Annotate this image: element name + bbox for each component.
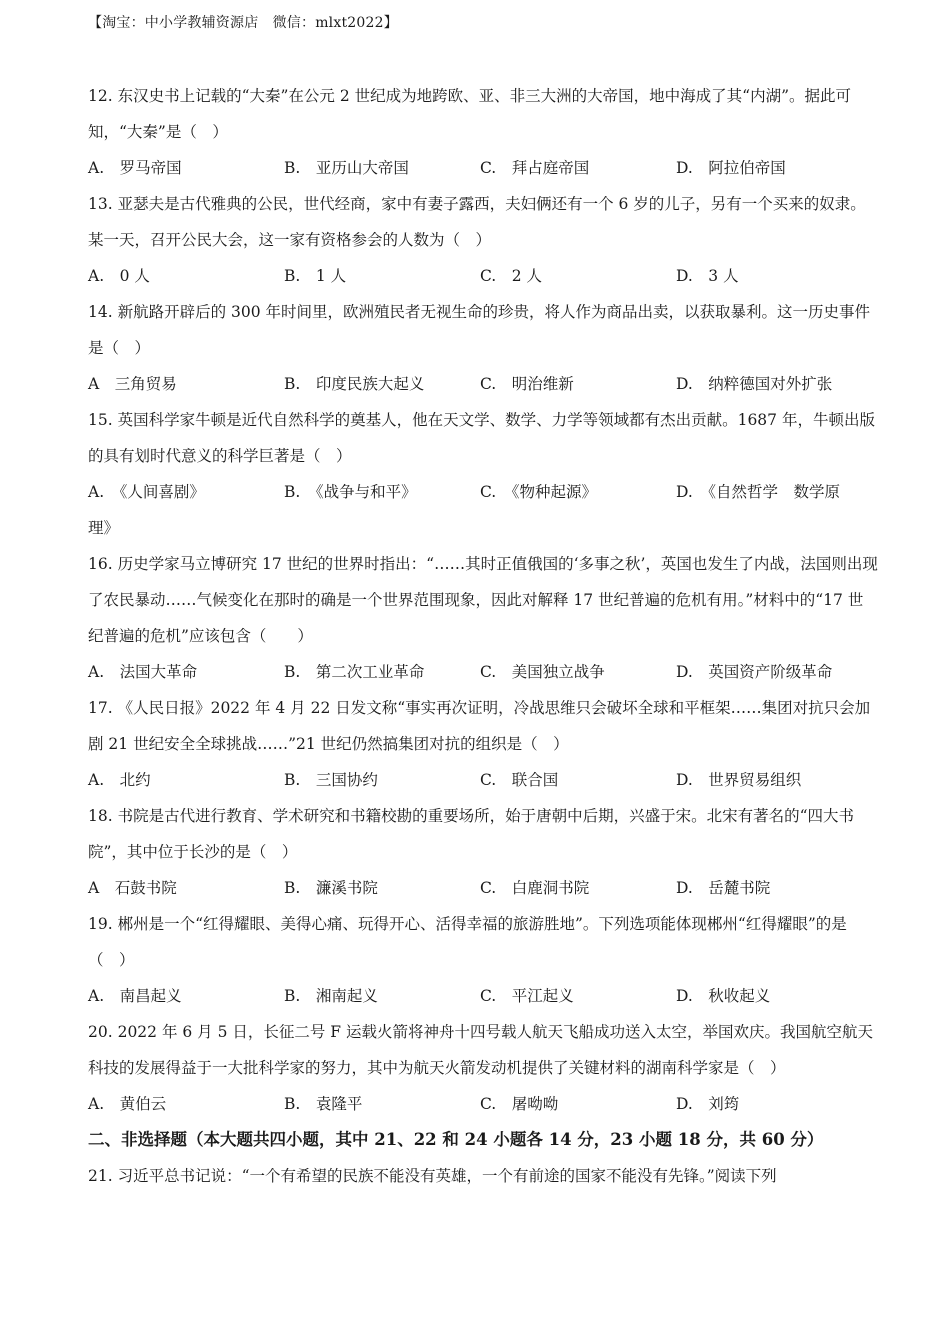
option-row <box>88 150 878 186</box>
option-d: D. 纳粹德国对外扩张 <box>676 375 833 393</box>
option-a: A. 北约 <box>88 771 151 789</box>
option-c: C. 美国独立战争 <box>480 663 605 681</box>
option-a: A 石鼓书院 <box>88 879 177 897</box>
option-a: A. 法国大革命 <box>88 663 198 681</box>
option-c: C. 屠呦呦 <box>480 1095 559 1113</box>
question-13 <box>88 186 878 294</box>
option-row <box>88 474 878 510</box>
question-17 <box>88 690 878 798</box>
question-21-stem: 21. 习近平总书记说：“一个有希望的民族不能没有英雄，一个有前途的国家不能没有先锋。”阅读下列 <box>88 1167 777 1185</box>
option-a: A. 《人间喜剧》 <box>88 483 205 501</box>
question-stem: 12. 东汉史书上记载的“大秦”在公元 2 世纪成为地跨欧、亚、非三大洲的大帝国，地中海成了其“内湖”。据此可知，“大秦”是（ ） <box>88 87 851 141</box>
question-15 <box>88 402 878 546</box>
option-c: C. 明治维新 <box>480 375 574 393</box>
option-d: D. 《自然哲学 数学原 <box>676 483 841 501</box>
question-20 <box>88 1014 878 1122</box>
option-row <box>88 978 878 1014</box>
option-b: B. 亚历山大帝国 <box>284 159 409 177</box>
question-16 <box>88 546 878 690</box>
option-d: D. 英国资产阶级革命 <box>676 663 833 681</box>
question-stem: 13. 亚瑟夫是古代雅典的公民，世代经商，家中有妻子露西，夫妇俩还有一个 6 岁的儿子，另有一个买来的奴隶。某一天，召开公民大会，这一家有资格参会的人数为（ ） <box>88 195 866 249</box>
question-stem: 14. 新航路开辟后的 300 年时间里，欧洲殖民者无视生命的珍贵，将人作为商品出卖，以获取暴利。这一历史事件是（ ） <box>88 303 871 357</box>
page-header-watermark: 【淘宝：中小学教辅资源店 微信：mlxt2022】 <box>88 15 398 31</box>
option-a: A 三角贸易 <box>88 375 177 393</box>
option-d: D. 阿拉伯帝国 <box>676 159 786 177</box>
option-d: D. 岳麓书院 <box>676 879 771 897</box>
question-stem: 18. 书院是古代进行教育、学术研究和书籍校勘的重要场所，始于唐朝中后期，兴盛于宋。北宋有著名的“四大书院”，其中位于长沙的是（ ） <box>88 807 855 861</box>
option-b: B. 印度民族大起义 <box>284 375 425 393</box>
exam-content <box>88 78 878 1194</box>
option-row <box>88 1086 878 1122</box>
option-row <box>88 366 878 402</box>
question-19 <box>88 906 878 1014</box>
option-d: D. 刘筠 <box>676 1095 740 1113</box>
option-b: B. 三国协约 <box>284 771 378 789</box>
option-row <box>88 258 878 294</box>
option-b: B. 濂溪书院 <box>284 879 378 897</box>
option-c: C. 2 人 <box>480 267 543 285</box>
option-a: A. 0 人 <box>88 267 150 285</box>
option-a: A. 南昌起义 <box>88 987 182 1005</box>
option-b: B. 第二次工业革命 <box>284 663 425 681</box>
option-row <box>88 762 878 798</box>
option-c: C. 平江起义 <box>480 987 574 1005</box>
option-b: B. 《战争与和平》 <box>284 483 417 501</box>
option-b: B. 湘南起义 <box>284 987 378 1005</box>
option-d: D. 3 人 <box>676 267 739 285</box>
question-stem: 16. 历史学家马立博研究 17 世纪的世界时指出：“……其时正值俄国的‘多事之秋’，英国也发生了内战，法国则出现了农民暴动……气候变化在那时的确是一个世界范围现象，因此对解释 17 世纪普遍的危机有用。”材料中的“17 世纪普遍的危机”应该包含（ ） <box>88 555 878 645</box>
option-a: A. 罗马帝国 <box>88 159 182 177</box>
option-d: D. 世界贸易组织 <box>676 771 802 789</box>
question-18 <box>88 798 878 906</box>
option-row <box>88 870 878 906</box>
option-c: C. 《物种起源》 <box>480 483 597 501</box>
option-c: C. 拜占庭帝国 <box>480 159 590 177</box>
option-b: B. 1 人 <box>284 267 347 285</box>
option-d-continuation: 理》 <box>88 519 120 537</box>
option-row <box>88 654 878 690</box>
section-title: 二、非选择题（本大题共四小题，其中 21、22 和 24 小题各 14 分，23 小题 18 分，共 60 分） <box>88 1130 824 1149</box>
option-a: A. 黄伯云 <box>88 1095 167 1113</box>
question-12 <box>88 78 878 186</box>
option-b: B. 袁隆平 <box>284 1095 363 1113</box>
question-14 <box>88 294 878 402</box>
question-stem: 19. 郴州是一个“红得耀眼、美得心痛、玩得开心、活得幸福的旅游胜地”。下列选项能体现郴州“红得耀眼”的是（ ） <box>88 915 847 969</box>
question-stem: 17. 《人民日报》2022 年 4 月 22 日发文称“事实再次证明，冷战思维只会破坏全球和平框架……集团对抗只会加剧 21 世纪安全全球挑战……”21 世纪仍然搞集团对抗的组织是（ ） <box>88 699 871 753</box>
option-d: D. 秋收起义 <box>676 987 771 1005</box>
option-c: C. 联合国 <box>480 771 559 789</box>
question-stem: 15. 英国科学家牛顿是近代自然科学的奠基人，他在天文学、数学、力学等领域都有杰出贡献。1687 年，牛顿出版的具有划时代意义的科学巨著是（ ） <box>88 411 875 465</box>
option-c: C. 白鹿洞书院 <box>480 879 590 897</box>
question-stem: 20. 2022 年 6 月 5 日，长征二号 F 运载火箭将神舟十四号载人航天飞船成功送入太空，举国欢庆。我国航空航天科技的发展得益于一大批科学家的努力，其中为航天火箭发动机提供了关键材料的湖南科学家是（ ） <box>88 1023 873 1077</box>
